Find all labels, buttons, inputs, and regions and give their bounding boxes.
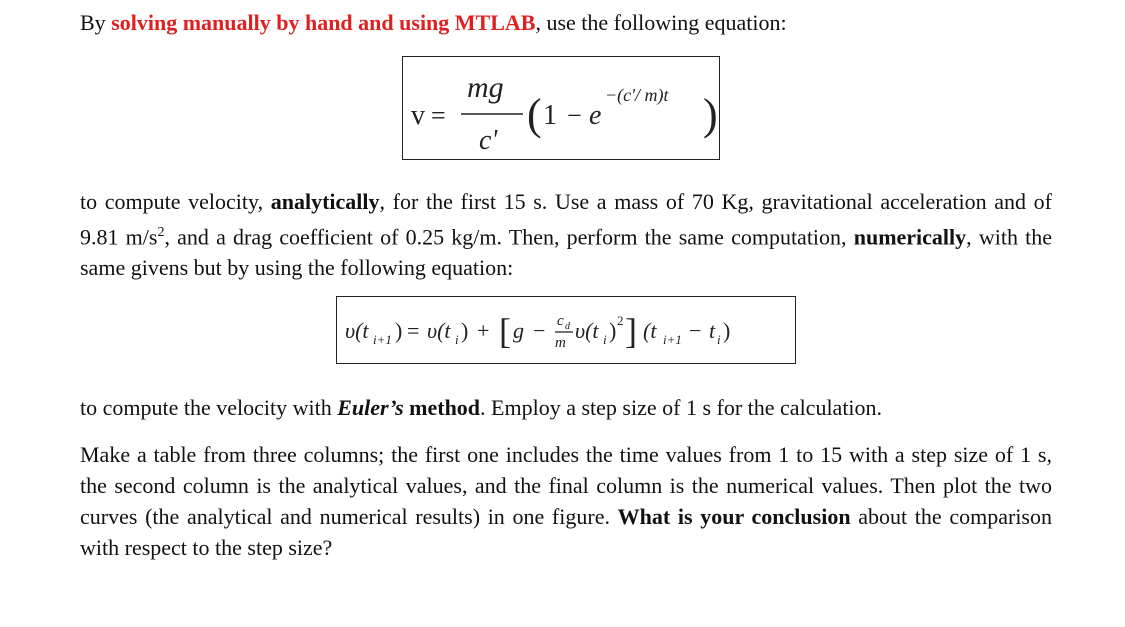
p2-numerically: numerically <box>853 224 967 250</box>
euler-equation-box <box>336 296 796 364</box>
p3-part2: . Employ a step size of 1 s for the calculation. <box>480 395 883 420</box>
eq2-minus: − <box>533 318 546 343</box>
eq2-g: g <box>513 318 524 343</box>
eq2-v1: υ(t <box>345 318 369 343</box>
eq1-one: 1 <box>543 100 557 131</box>
table-instructions-paragraph <box>80 439 1052 563</box>
eq2-lbracket: [ <box>499 311 511 351</box>
p3-part1: to compute the velocity with <box>80 395 338 420</box>
eq2-sub4: i+1 <box>663 332 682 347</box>
document-page <box>80 0 1052 627</box>
eq1-denominator: c' <box>479 125 498 156</box>
eq2-v3: υ(t <box>575 318 599 343</box>
eq1-base: e <box>589 100 602 131</box>
eq2-eq: = <box>407 318 420 343</box>
eq2-square: 2 <box>617 313 624 328</box>
eq2-t2: t <box>709 318 716 343</box>
p2-part1: to compute velocity, <box>80 189 271 214</box>
eq2-close1: ) <box>395 318 403 343</box>
eq2-frac-num: c <box>557 313 564 329</box>
intro-highlight: solving manually by hand and using MTLAB <box>111 10 536 35</box>
eq2-v2: υ(t <box>427 318 451 343</box>
eq2-paren-open: (t <box>643 318 657 343</box>
eq2-rbracket: ] <box>625 311 637 351</box>
p2-part4: , with the same givens but by using the following equation: <box>80 224 1052 281</box>
eq2-close2: ) <box>461 318 469 343</box>
eq1-open-paren: ( <box>527 90 542 139</box>
p2-sup: 2 <box>157 225 165 240</box>
eq1-lhs: v <box>411 100 425 131</box>
eq2-sub1: i+1 <box>373 332 392 347</box>
computation-paragraph <box>80 186 1052 283</box>
eq2-sub2: i <box>455 332 459 347</box>
eq1-minus: − <box>567 101 582 130</box>
euler-paragraph <box>80 392 1052 423</box>
eq2-sub3: i <box>603 332 607 347</box>
p3-euler: Euler’s <box>337 395 404 420</box>
eq2-minus2: − <box>689 318 702 343</box>
eq2-paren-close: ) <box>723 318 731 343</box>
p2-part2: , for the first 15 s. Use a mass of 70 Kg, gravitational acceleration and of 9.81 m/s <box>80 189 1052 250</box>
eq1-numerator: mg <box>467 71 504 104</box>
eq1-close-paren: ) <box>703 90 718 139</box>
p2-analytically: analytically <box>270 189 380 214</box>
intro-suffix: , use the following equation: <box>535 10 787 35</box>
eq1-exponent: −(c'/ m)t <box>605 85 669 105</box>
p4-part1: Make a table from three columns; the first one includes the time values from 1 to 15 with a step size of 1 s, the second column is the analytical values, and the final column is the numerical values. Then plot the two curves (the analytical and numerical results) in one figure. <box>80 442 1052 529</box>
p4-conclusion: What is your conclusion <box>617 504 851 529</box>
intro-prefix: By <box>80 10 112 35</box>
eq2-plus: + <box>477 318 490 343</box>
analytical-equation <box>403 57 721 161</box>
eq2-sub5: i <box>717 332 721 347</box>
eq1-equals: = <box>431 101 446 130</box>
intro-paragraph <box>80 7 1052 38</box>
eq2-frac-num-sub: d <box>565 321 570 332</box>
eq2-close3: ) <box>609 318 617 343</box>
p2-part3: , and a drag coefficient of 0.25 kg/m. Then, perform the same computation, <box>164 224 854 250</box>
p3-method: method <box>403 395 481 420</box>
analytical-equation-box <box>402 56 720 160</box>
euler-equation <box>337 297 797 365</box>
p4-part2: about the comparison with respect to the step size? <box>80 504 1052 560</box>
eq2-frac-den: m <box>555 335 566 351</box>
